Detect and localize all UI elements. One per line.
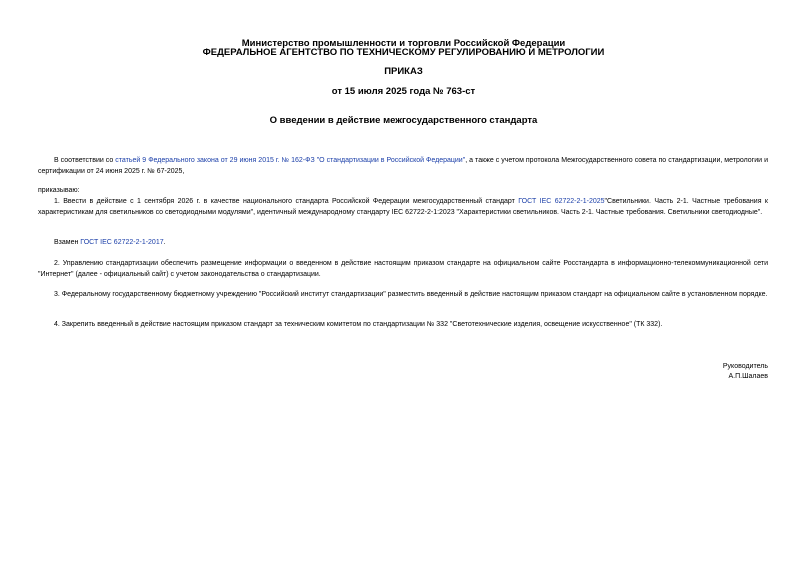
signatory-title: Руководитель (722, 363, 768, 370)
document-subject: О введении в действие межгосударственного стандарта (269, 115, 538, 126)
item-1-paragraph (38, 197, 768, 218)
standard-link-2017[interactable]: ГОСТ IEC 62722-2-1-2017 (80, 239, 164, 246)
item-1-lead: 1. Ввести в действие с 1 сентября 2026 г. в качестве национального стандарта Российской Федерации межгосударственный стандарт (54, 198, 519, 205)
preamble-tail: , а также с учетом протокола Межгосударственного совета по стандартизации, метрологии и сертификации от 24 июня 2025 г. № 67-2025, (38, 157, 768, 175)
item-2-paragraph: 2. Управлению стандартизации обеспечить размещение информации о введенном в действие настоящим приказом стандарте на официальном сайте Росстандарта в информационно-телекоммуникационной сети "Интернет" (далее - официальный сайт) с учетом законодательства о стандартизации. (38, 260, 768, 278)
item-3-paragraph: 3. Федеральному государственному бюджетному учреждению "Российский институт стандартизации" разместить введенный в действие настоящим приказом стандарт на официальном сайте в установленном порядке. (54, 291, 768, 298)
document-type: ПРИКАЗ (384, 66, 423, 77)
agency-name: ФЕДЕРАЛЬНОЕ АГЕНТСТВО ПО ТЕХНИЧЕСКОМУ РЕГУЛИРОВАНИЮ И МЕТРОЛОГИИ (202, 47, 605, 58)
replacement-paragraph (38, 238, 768, 249)
signatory-name: А.П.Шалаев (728, 373, 768, 380)
law-link[interactable]: статьей 9 Федерального закона от 29 июня 2015 г. № 162-ФЗ "О стандартизации в Российской Федерации" (115, 157, 466, 164)
ministry-name: Министерство промышленности и торговли Российской Федерации (241, 38, 566, 49)
preamble-lead: В соответствии со (54, 157, 116, 164)
preamble-paragraph (38, 156, 768, 177)
standard-link-2025[interactable]: ГОСТ IEC 62722-2-1-2025 (518, 198, 605, 205)
item-1-tail: "Светильники. Часть 2-1. Частные требования к характеристикам для светильников со светодиодными модулями", идентичный международному стандарту IEC 62722-2-1:2023 "Характеристики светильников. Часть 2-1. Частные требования. Светильники светодиодные". (38, 198, 768, 216)
document-date-number: от 15 июля 2025 года № 763-ст (331, 86, 476, 97)
replacement-lead: Взамен (54, 239, 81, 246)
item-4-paragraph: 4. Закрепить введенный в действие настоящим приказом стандарт за техническим комитетом по стандартизации № 332 "Светотехнические изделия, освещение искусственное" (ТК 332). (54, 321, 663, 328)
replacement-tail: . (163, 239, 166, 246)
order-word: приказываю: (38, 187, 80, 194)
